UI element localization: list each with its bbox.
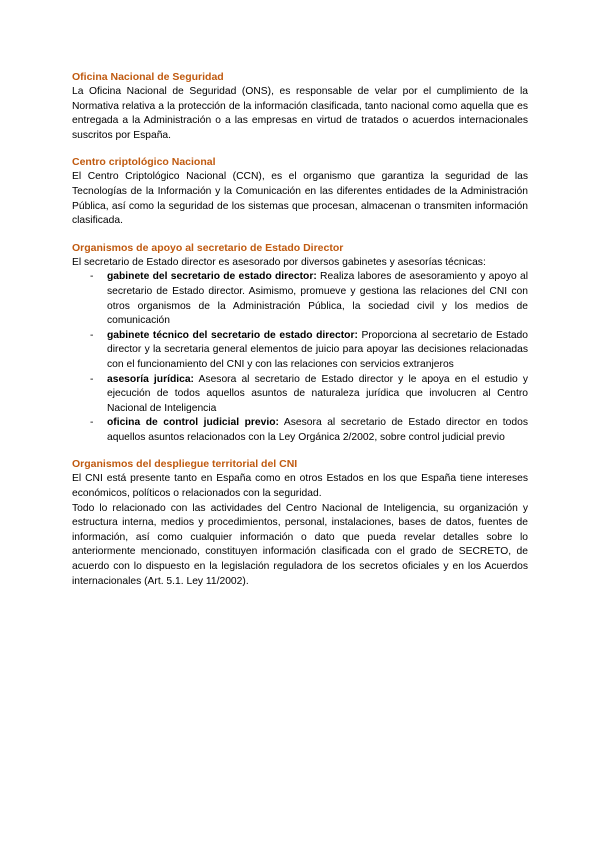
list-item-text: Realiza labores de asesoramiento y apoyo al secretario de Estado director. Asimismo, promueve y gestiona las relaciones del CNI con otros organismos de la Administración Pública, la sociedad civil y los medios de comunicación <box>107 271 528 327</box>
dash-bullet: - <box>90 271 94 283</box>
list-item-text: Asesora al secretario de Estado director en todos aquellos asuntos relacionados con la Ley Orgánica 2/2002, sobre control judicial previo <box>107 417 529 443</box>
section-heading: Centro criptológico Nacional <box>72 156 216 169</box>
list-item <box>72 270 528 328</box>
list-item-term: asesoría jurídica: <box>107 373 194 385</box>
list-item-term: oficina de control judicial previo: <box>107 417 279 429</box>
dash-bullet: - <box>90 373 94 385</box>
section-paragraph: El CNI está presente tanto en España como en otros Estados en los que España tiene intereses económicos, políticos o relacionados con la seguridad. <box>72 473 528 500</box>
list-item-text: Proporciona al secretario de Estado director y la secretaria general elementos de juicio para apoyar las decisiones relacionadas con el funcionamiento del CNI y con las relaciones con servicios extranjeros <box>107 329 528 370</box>
section-organismos-apoyo <box>72 241 528 446</box>
section-paragraph: La Oficina Nacional de Seguridad (ONS), es responsable de velar por el cumplimiento de la Normativa relativa a la protección de la información clasificada, tanto nacional como aquella que es entregada a la Administración o a las empresas en virtud de tratados o acuerdos internacionales suscritos por España. <box>72 86 528 141</box>
document-page <box>72 70 528 601</box>
section-heading: Oficina Nacional de Seguridad <box>72 71 224 83</box>
dash-bullet: - <box>90 329 94 341</box>
section-heading: Organismos del despliegue territorial del CNI <box>72 458 298 471</box>
section-paragraph: El secretario de Estado director es asesorado por diversos gabinetes y asesorías técnicas: <box>72 256 486 268</box>
list-item <box>72 329 528 373</box>
organismos-list <box>72 270 528 445</box>
list-item-term: gabinete del secretario de estado director: <box>107 271 317 283</box>
section-paragraph: Todo lo relacionado con las actividades del Centro Nacional de Inteligencia, su organización y estructura interna, medios y procedimientos, personal, instalaciones, bases de datos, fuentes de información, así como cualquier información o dato que pueda revelar detalles sobre lo anteriormente mencionado, constituyen información clasificada con el grado de SECRETO, de acuerdo con lo dispuesto en la legislación reguladora de los secretos oficiales y en los Acuerdos internacionales (Art. 5.1. Ley 11/2002). <box>72 502 528 587</box>
section-ccn <box>72 155 528 228</box>
dash-bullet: - <box>90 417 94 429</box>
list-item <box>72 373 528 417</box>
section-paragraph: El Centro Criptológico Nacional (CCN), es el organismo que garantiza la seguridad de las Tecnologías de la Información y la Comunicación en las diferentes entidades de la Administración Pública, así como la seguridad de los sistemas que procesan, almacenan o transmiten información clasificada. <box>72 171 528 227</box>
list-item <box>72 416 528 445</box>
section-heading: Organismos de apoyo al secretario de Estado Director <box>72 241 344 254</box>
section-ons <box>72 70 528 143</box>
list-item-text: Asesora al secretario de Estado director y le apoya en el estudio y ejecución de todos aquellos asuntos de naturaleza jurídica que involucren al Centro Nacional de Inteligencia <box>107 373 528 414</box>
list-item-term: gabinete técnico del secretario de estado director: <box>107 329 358 341</box>
section-despliegue-territorial <box>72 457 528 589</box>
